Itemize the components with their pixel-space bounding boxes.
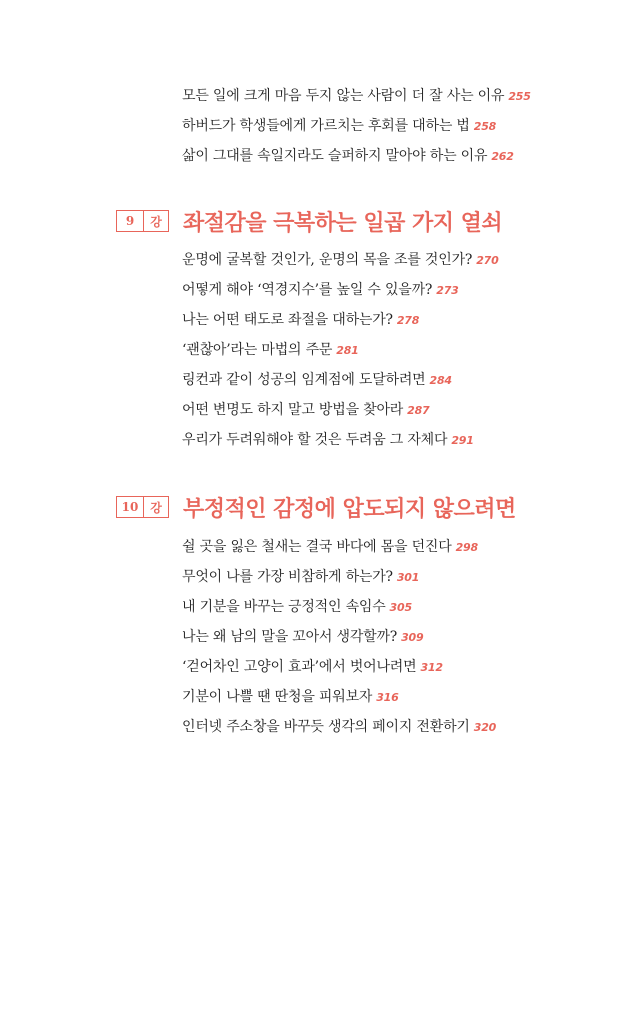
entry-title: 우리가 두려워해야 할 것은 두려움 그 자체다 — [182, 432, 448, 448]
chapter-number-box — [116, 496, 169, 518]
entry-title: 나는 어떤 태도로 좌절을 대하는가? — [182, 312, 393, 328]
entry-page-number: 287 — [407, 404, 430, 417]
entry-page-number: 301 — [396, 571, 420, 584]
entry-title: 내 기분을 바꾸는 긍정적인 속임수 — [182, 599, 386, 615]
toc-entry[interactable] — [182, 622, 496, 652]
entry-title: 쉴 곳을 잃은 철새는 결국 바다에 몸을 던진다 — [182, 539, 452, 555]
toc-entry[interactable] — [182, 365, 499, 395]
entry-title: 어떻게 해야 ‘역경지수’를 높일 수 있을까? — [182, 282, 433, 298]
entry-page-number: 320 — [473, 721, 497, 734]
entry-title: 하버드가 학생들에게 가르치는 후회를 대하는 법 — [182, 118, 470, 134]
entry-title: 링컨과 같이 성공의 임계점에 도달하려면 — [182, 372, 426, 388]
entry-page-number: 312 — [420, 661, 443, 674]
chapter-number: 9 — [125, 214, 135, 228]
chapter-title: 좌절감을 극복하는 일곱 가지 열쇠 — [183, 209, 503, 236]
chapter-number-box — [116, 210, 169, 232]
toc-entry[interactable] — [182, 425, 499, 455]
toc-entry[interactable] — [182, 712, 496, 742]
entry-title: 모든 일에 크게 마음 두지 않는 사람이 더 잘 사는 이유 — [182, 88, 505, 104]
toc-entry[interactable] — [182, 305, 499, 335]
toc-entry[interactable] — [182, 532, 496, 562]
toc-entry[interactable] — [182, 245, 499, 275]
entry-page-number: 270 — [476, 254, 499, 267]
entry-title: 나는 왜 남의 말을 꼬아서 생각할까? — [182, 629, 398, 645]
toc-entry[interactable] — [182, 141, 531, 171]
chapter-title: 부정적인 감정에 압도되지 않으려면 — [183, 495, 516, 522]
entry-page-number: 258 — [473, 120, 497, 133]
chapter-header-10[interactable] — [116, 492, 516, 522]
entry-page-number: 284 — [429, 374, 452, 387]
toc-entry[interactable] — [182, 652, 496, 682]
toc-entry[interactable] — [182, 562, 496, 592]
entry-page-number: 305 — [389, 601, 412, 614]
chapter-header-9[interactable] — [116, 206, 502, 236]
chapter-unit: 강 — [143, 211, 168, 231]
entry-page-number: 262 — [491, 150, 514, 163]
entry-title: 운명에 굴복할 것인가, 운명의 목을 조를 것인가? — [182, 252, 473, 268]
entry-page-number: 316 — [376, 691, 399, 704]
toc-list-chapter-10 — [182, 532, 496, 742]
entry-title: 삶이 그대를 속일지라도 슬퍼하지 말아야 하는 이유 — [182, 148, 488, 164]
entry-page-number: 273 — [436, 284, 459, 297]
entry-page-number: 309 — [401, 631, 424, 644]
entry-title: 어떤 변명도 하지 말고 방법을 찾아라 — [182, 402, 404, 418]
entry-page-number: 278 — [396, 314, 420, 327]
chapter-number: 10 — [121, 500, 139, 514]
chapter-unit: 강 — [143, 497, 168, 517]
toc-entry[interactable] — [182, 592, 496, 622]
entry-title: ‘걷어차인 고양이 효과’에서 벗어나려면 — [182, 659, 417, 675]
toc-entry[interactable] — [182, 335, 499, 365]
toc-entry[interactable] — [182, 111, 531, 141]
toc-entry[interactable] — [182, 275, 499, 305]
toc-list-chapter-9 — [182, 245, 499, 455]
entry-page-number: 255 — [508, 90, 531, 103]
entry-title: 인터넷 주소창을 바꾸듯 생각의 페이지 전환하기 — [182, 719, 470, 735]
toc-entry[interactable] — [182, 81, 531, 111]
entry-title: ‘괜찮아’라는 마법의 주문 — [182, 342, 333, 358]
toc-list-continued — [182, 81, 531, 171]
entry-page-number: 298 — [455, 541, 478, 554]
toc-entry[interactable] — [182, 682, 496, 712]
entry-title: 무엇이 나를 가장 비참하게 하는가? — [182, 569, 393, 585]
toc-entry[interactable] — [182, 395, 499, 425]
entry-page-number: 291 — [451, 434, 474, 447]
entry-page-number: 281 — [336, 344, 359, 357]
entry-title: 기분이 나쁠 땐 딴청을 피워보자 — [182, 689, 373, 705]
